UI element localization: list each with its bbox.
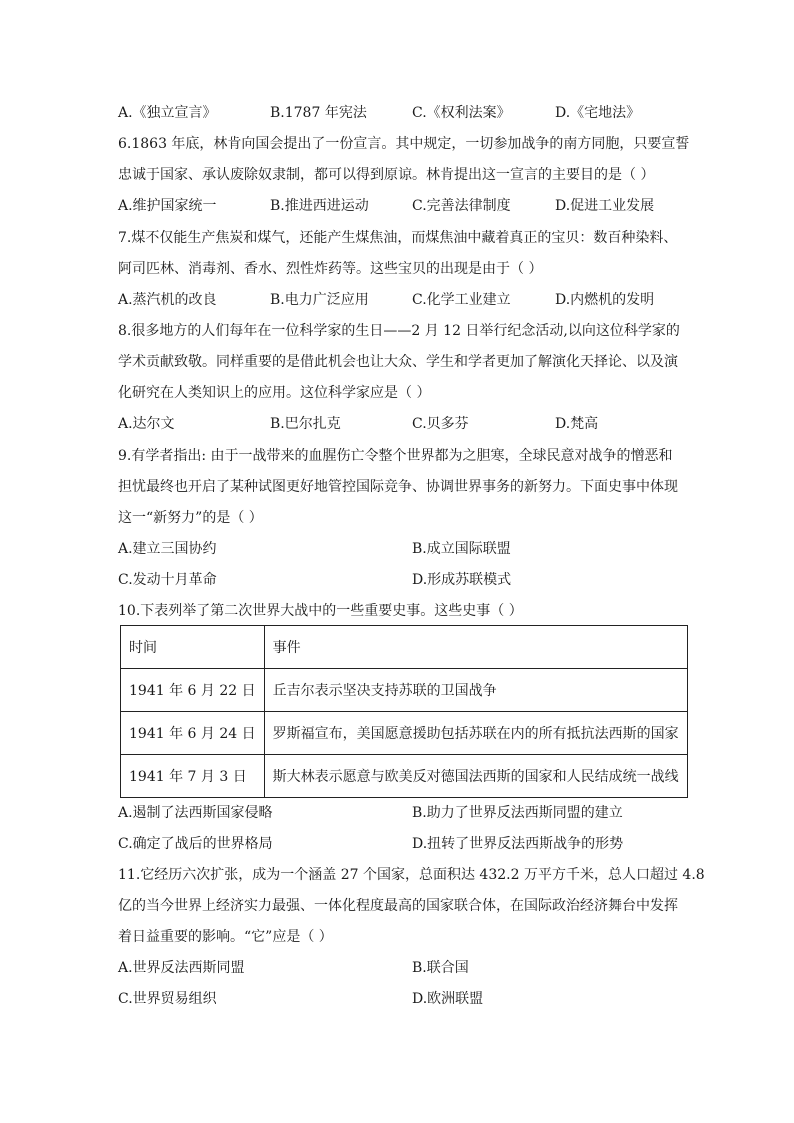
table-header-row bbox=[121, 626, 688, 669]
q5-option-d[interactable]: D.《宅地法》 bbox=[555, 105, 641, 121]
q7-stem-line-2: 阿司匹林、消毒剂、香水、烈性炸药等。这些宝贝的出现是由于（ ） bbox=[118, 261, 543, 277]
q7-option-b[interactable]: B.电力广泛应用 bbox=[270, 292, 369, 308]
q7-stem-line-1: 7.煤不仅能生产焦炭和煤气，还能产生煤焦油，而煤焦油中藏着真正的宝贝：数百种染料、 bbox=[118, 230, 678, 246]
table-cell-event: 斯大林表示愿意与欧美反对德国法西斯的国家和人民结成统一战线 bbox=[264, 755, 687, 798]
q6-option-b[interactable]: B.推进西进运动 bbox=[270, 198, 369, 214]
q11-option-b[interactable]: B.联合国 bbox=[412, 960, 469, 976]
q8-option-a[interactable]: A.达尔文 bbox=[118, 416, 175, 432]
table-cell-time: 1941 年 6 月 22 日 bbox=[121, 669, 265, 712]
q10-events-table bbox=[120, 625, 688, 798]
table-row bbox=[121, 712, 688, 755]
q5-option-c[interactable]: C.《权利法案》 bbox=[412, 105, 511, 121]
q11-stem-line-1: 11.它经历六次扩张，成为一个涵盖 27 个国家，总面积达 432.2 万平方千米，总人口超过 4.8 bbox=[118, 867, 705, 883]
q9-stem-line-2: 担忧最终也开启了某种试图更好地管控国际竞争、协调世界事务的新努力。下面史事中体现 bbox=[118, 479, 678, 495]
q11-option-d[interactable]: D.欧洲联盟 bbox=[412, 991, 484, 1007]
q7-option-c[interactable]: C.化学工业建立 bbox=[412, 292, 511, 308]
q5-option-a[interactable]: A.《独立宣言》 bbox=[118, 105, 217, 121]
q11-option-a[interactable]: A.世界反法西斯同盟 bbox=[118, 960, 245, 976]
q11-stem-line-3: 着日益重要的影响。“它”应是（ ） bbox=[118, 929, 333, 945]
table-header-event: 事件 bbox=[264, 626, 687, 669]
q9-stem-line-1: 9.有学者指出: 由于一战带来的血腥伤亡令整个世界都为之胆寒，全球民意对战争的憎恶和 bbox=[118, 448, 673, 464]
q8-option-d[interactable]: D.梵高 bbox=[555, 416, 599, 432]
q5-option-b[interactable]: B.1787 年宪法 bbox=[270, 105, 367, 121]
q8-stem-line-2: 学术贡献致敬。同样重要的是借此机会也让大众、学生和学者更加了解演化天择论、以及演 bbox=[118, 354, 678, 370]
q9-stem-line-3: 这一“新努力”的是（ ） bbox=[118, 510, 263, 526]
q8-stem-line-3: 化研究在人类知识上的应用。这位科学家应是（ ） bbox=[118, 385, 431, 401]
table-row bbox=[121, 755, 688, 798]
q7-option-d[interactable]: D.内燃机的发明 bbox=[555, 292, 655, 308]
table-cell-event: 罗斯福宣布，美国愿意援助包括苏联在内的所有抵抗法西斯的国家 bbox=[264, 712, 687, 755]
table-cell-event: 丘吉尔表示坚决支持苏联的卫国战争 bbox=[264, 669, 687, 712]
table-row bbox=[121, 669, 688, 712]
q6-stem-line-2: 忠诚于国家、承认废除奴隶制，都可以得到原谅。林肯提出这一宣言的主要目的是（ ） bbox=[118, 167, 655, 183]
table-cell-time: 1941 年 6 月 24 日 bbox=[121, 712, 265, 755]
q9-option-c[interactable]: C.发动十月革命 bbox=[118, 572, 217, 588]
q11-stem-line-2: 亿的当今世界上经济实力最强、一体化程度最高的国家联合体，在国际政治经济舞台中发挥 bbox=[118, 898, 678, 914]
q9-option-a[interactable]: A.建立三国协约 bbox=[118, 541, 217, 557]
q10-option-b[interactable]: B.助力了世界反法西斯同盟的建立 bbox=[412, 805, 623, 821]
q6-option-d[interactable]: D.促进工业发展 bbox=[555, 198, 655, 214]
q9-option-b[interactable]: B.成立国际联盟 bbox=[412, 541, 511, 557]
table-header-time: 时间 bbox=[121, 626, 265, 669]
q10-option-c[interactable]: C.确定了战后的世界格局 bbox=[118, 836, 273, 852]
q8-option-b[interactable]: B.巴尔扎克 bbox=[270, 416, 341, 432]
table-cell-time: 1941 年 7 月 3 日 bbox=[121, 755, 265, 798]
q10-option-d[interactable]: D.扭转了世界反法西斯战争的形势 bbox=[412, 836, 624, 852]
q8-option-c[interactable]: C.贝多芬 bbox=[412, 416, 469, 432]
q8-stem-line-1: 8.很多地方的人们每年在一位科学家的生日——2 月 12 日举行纪念活动,以向这位科学家的 bbox=[118, 323, 680, 339]
q6-stem-line-1: 6.1863 年底，林肯向国会提出了一份宣言。其中规定，一切参加战争的南方同胞，只要宣誓 bbox=[118, 136, 690, 152]
q10-stem: 10.下表列举了第二次世界大战中的一些重要史事。这些史事（ ） bbox=[118, 603, 523, 619]
q9-option-d[interactable]: D.形成苏联模式 bbox=[412, 572, 512, 588]
q11-option-c[interactable]: C.世界贸易组织 bbox=[118, 991, 217, 1007]
q7-option-a[interactable]: A.蒸汽机的改良 bbox=[118, 292, 217, 308]
q6-option-a[interactable]: A.维护国家统一 bbox=[118, 198, 217, 214]
q6-option-c[interactable]: C.完善法律制度 bbox=[412, 198, 511, 214]
q10-option-a[interactable]: A.遏制了法西斯国家侵略 bbox=[118, 805, 273, 821]
